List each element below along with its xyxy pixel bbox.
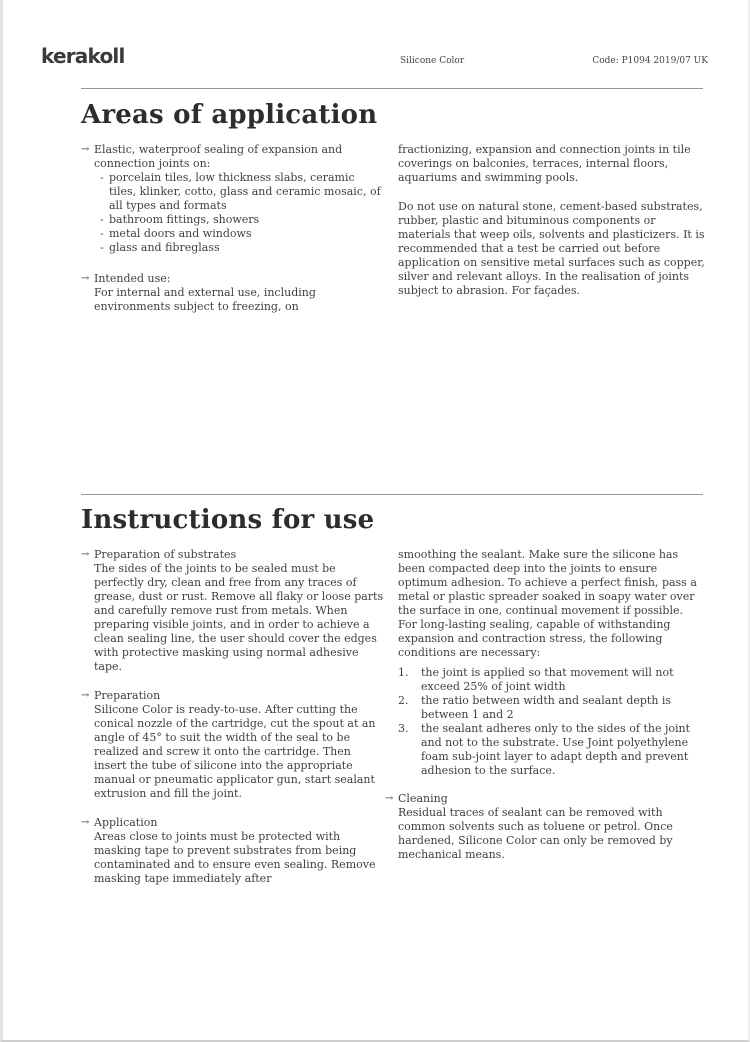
areas-left-column — [81, 143, 385, 314]
arrow-bullet — [81, 816, 385, 886]
paragraph: Silicone Color is ready-to-use. After cutting the conical nozzle of the cartridge, cut the spout at an angle of 45° to suit the width of the seal to be realized and screw it onto the cartridge. Then insert the tube of silicone into the appropriate manual or pneumatic applicator gun, start sealant extrusion and fill the joint. — [94, 703, 376, 800]
dash-icon: - — [100, 171, 104, 184]
spacer — [385, 200, 398, 298]
section-areas-of-application — [81, 100, 705, 314]
bullet-content — [398, 792, 705, 862]
spacer — [385, 143, 398, 185]
spacer — [385, 548, 398, 660]
paragraph: For internal and external use, including environments subject to freezing, on — [94, 286, 316, 313]
text-block — [385, 143, 705, 185]
dash-icon: - — [100, 227, 104, 240]
areas-right-column — [385, 143, 705, 314]
doc-title: Silicone Color — [400, 56, 465, 66]
spacer — [385, 666, 398, 778]
item-heading: Preparation of substrates — [94, 548, 237, 561]
arrow-icon: → — [81, 690, 90, 701]
list-item — [100, 241, 385, 255]
paragraph: fractionizing, expansion and connection joints in tile coverings on balconies, terraces, internal floors, aquariums and swimming pools. — [398, 143, 691, 184]
numbered-item-text: the sealant adheres only to the sides of the joint and not to the substrate. Use Joint polyethylene foam sub-joint layer to adapt depth and prevent adhesion to the surface. — [421, 722, 691, 777]
numbered-list-body — [398, 666, 705, 778]
section-divider — [81, 494, 703, 495]
section-instructions-for-use — [81, 505, 705, 886]
bullet-content — [94, 689, 385, 801]
bullet-content — [94, 548, 385, 674]
arrow-bullet — [81, 272, 385, 314]
item-number: 1. — [398, 666, 409, 679]
instructions-columns — [81, 548, 705, 886]
list-item — [100, 213, 385, 227]
item-heading: Cleaning — [398, 792, 448, 805]
list-item — [100, 171, 385, 213]
list-item-text: metal doors and windows — [109, 227, 252, 240]
dash-icon: - — [100, 213, 104, 226]
arrow-icon: → — [81, 273, 90, 284]
areas-columns — [81, 143, 705, 314]
numbered-item — [398, 694, 705, 722]
item-number: 3. — [398, 722, 409, 735]
doc-code: Code: P1094 2019/07 UK — [592, 56, 708, 66]
bullet-content — [94, 272, 385, 314]
list-item-text: porcelain tiles, low thickness slabs, ceramic tiles, klinker, cotto, glass and ceramic mosaic, of all types and formats — [109, 171, 381, 212]
arrow-bullet — [385, 792, 705, 862]
header-divider — [81, 88, 703, 89]
bullet-content — [94, 816, 385, 886]
paragraph: Do not use on natural stone, cement-based substrates, rubber, plastic and bituminous components or materials that weep oils, solvents and plasticizers. It is recommended that a test be carried out before application on sensitive metal surfaces such as copper, silver and relevant alloys. In the realisation of joints subject to abrasion. For façades. — [398, 200, 705, 297]
arrow-icon: → — [81, 144, 90, 155]
arrow-bullet — [81, 143, 385, 255]
arrow-icon: → — [81, 549, 90, 560]
paragraph: Areas close to joints must be protected with masking tape to prevent substrates from being contaminated and to ensure even sealing. Remove masking tape immediately after — [94, 830, 376, 885]
item-heading: Application — [94, 816, 158, 829]
bullet-content — [94, 143, 385, 255]
paragraph: The sides of the joints to be sealed must be perfectly dry, clean and free from any traces of grease, dust or rust. Remove all flaky or loose parts and carefully remove rust from metals. When preparing visible joints, and in order to achieve a clean sealing line, the user should cover the edges with protective masking using normal adhesive tape. — [94, 562, 384, 673]
text-block — [385, 200, 705, 298]
arrow-icon: → — [81, 817, 90, 828]
arrow-icon: → — [385, 793, 394, 804]
list-item — [100, 227, 385, 241]
item-heading: Intended use: — [94, 272, 171, 285]
arrow-bullet — [81, 548, 385, 674]
paragraph: smoothing the sealant. Make sure the silicone has been compacted deep into the joints to ensure optimum adhesion. To achieve a perfect finish, pass a metal or plastic spreader soaked in soapy water over the surface in one, continual movement if possible. For long-lasting sealing, capable of withstanding expansion and contraction stress, the following conditions are necessary: — [398, 548, 697, 659]
paragraph: Residual traces of sealant can be removed with common solvents such as toluene or petrol. Once hardened, Silicone Color can only be removed by mechanical means. — [398, 806, 673, 861]
numbered-item — [398, 722, 705, 778]
numbered-item — [398, 666, 705, 694]
areas-title: Areas of application — [81, 100, 378, 130]
instructions-left-column — [81, 548, 385, 886]
list-item-text: bathroom fittings, showers — [109, 213, 260, 226]
dash-list — [100, 171, 385, 255]
list-item-text: glass and fibreglass — [109, 241, 220, 254]
kerakoll-logo: kerakoll — [41, 44, 125, 68]
text-block — [385, 548, 705, 660]
numbered-list — [385, 666, 705, 778]
paragraph: Elastic, waterproof sealing of expansion and connection joints on: — [94, 143, 343, 170]
item-number: 2. — [398, 694, 409, 707]
instructions-title: Instructions for use — [81, 505, 375, 535]
arrow-bullet — [81, 689, 385, 801]
dash-icon: - — [100, 241, 104, 254]
numbered-item-text: the joint is applied so that movement will not exceed 25% of joint width — [421, 666, 674, 693]
instructions-right-column — [385, 548, 705, 886]
item-heading: Preparation — [94, 689, 161, 702]
numbered-item-text: the ratio between width and sealant depth is between 1 and 2 — [421, 694, 672, 721]
